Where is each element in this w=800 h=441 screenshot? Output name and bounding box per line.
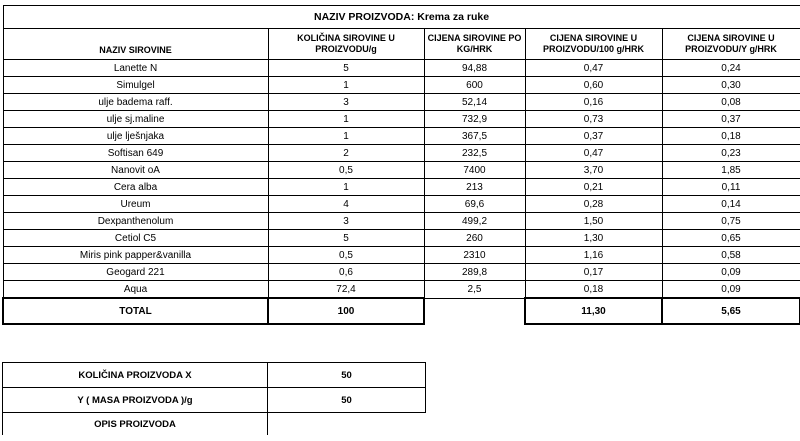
total-label: TOTAL xyxy=(3,298,268,324)
cell-price-100g: 1,30 xyxy=(525,230,662,247)
cell-price-yg: 0,11 xyxy=(662,179,800,196)
cell-price-kg: 52,14 xyxy=(424,94,525,111)
table-row xyxy=(3,111,800,128)
cell-price-yg: 0,08 xyxy=(662,94,800,111)
cell-price-100g: 0,60 xyxy=(525,77,662,94)
table-row xyxy=(3,264,800,281)
summary-row xyxy=(3,413,426,436)
table-row xyxy=(3,213,800,230)
cell-price-yg: 0,14 xyxy=(662,196,800,213)
cell-name: Aqua xyxy=(3,281,268,299)
cell-qty: 72,4 xyxy=(268,281,424,299)
table-row xyxy=(3,94,800,111)
table-row xyxy=(3,145,800,162)
cell-name: ulje lješnjaka xyxy=(3,128,268,145)
total-price-100g: 11,30 xyxy=(525,298,662,324)
table-row xyxy=(3,196,800,213)
header-name: NAZIV SIROVINE xyxy=(3,29,268,60)
cell-name: Ureum xyxy=(3,196,268,213)
cell-qty: 1 xyxy=(268,179,424,196)
summary-label: OPIS PROIZVODA xyxy=(3,413,268,436)
cell-name: Geogard 221 xyxy=(3,264,268,281)
cell-qty: 3 xyxy=(268,213,424,230)
table-row xyxy=(3,162,800,179)
cell-qty: 0,5 xyxy=(268,247,424,264)
cell-price-kg: 2310 xyxy=(424,247,525,264)
table-row xyxy=(3,77,800,94)
cell-price-kg: 232,5 xyxy=(424,145,525,162)
summary-row xyxy=(3,388,426,413)
table-row xyxy=(3,60,800,77)
cell-qty: 5 xyxy=(268,60,424,77)
cell-price-100g: 1,16 xyxy=(525,247,662,264)
table-row xyxy=(3,281,800,299)
cell-qty: 1 xyxy=(268,111,424,128)
cell-price-yg: 0,18 xyxy=(662,128,800,145)
cell-qty: 2 xyxy=(268,145,424,162)
cell-price-yg: 0,58 xyxy=(662,247,800,264)
cell-price-kg: 260 xyxy=(424,230,525,247)
cell-price-100g: 3,70 xyxy=(525,162,662,179)
cell-price-yg: 1,85 xyxy=(662,162,800,179)
summary-label: KOLIČINA PROIZVODA X xyxy=(3,363,268,388)
cell-price-yg: 0,75 xyxy=(662,213,800,230)
cell-name: Nanovit oA xyxy=(3,162,268,179)
cell-price-100g: 0,16 xyxy=(525,94,662,111)
cell-price-kg: 2,5 xyxy=(424,281,525,299)
table-row xyxy=(3,247,800,264)
cell-price-100g: 0,47 xyxy=(525,145,662,162)
cell-qty: 0,6 xyxy=(268,264,424,281)
cell-price-kg: 94,88 xyxy=(424,60,525,77)
header-row xyxy=(3,29,800,60)
table-row xyxy=(3,179,800,196)
cell-price-100g: 0,37 xyxy=(525,128,662,145)
header-price-kg: CIJENA SIROVINE PO KG/HRK xyxy=(424,29,525,60)
cell-price-yg: 0,65 xyxy=(662,230,800,247)
cell-name: ulje badema raff. xyxy=(3,94,268,111)
header-price-yg: CIJENA SIROVINE U PROIZVODU/Y g/HRK xyxy=(662,29,800,60)
cell-name: Miris pink papper&vanilla xyxy=(3,247,268,264)
cell-price-kg: 600 xyxy=(424,77,525,94)
cell-qty: 5 xyxy=(268,230,424,247)
total-qty: 100 xyxy=(268,298,424,324)
cell-name: ulje sj.maline xyxy=(3,111,268,128)
cell-price-yg: 0,09 xyxy=(662,281,800,299)
cell-qty: 4 xyxy=(268,196,424,213)
cell-price-kg: 732,9 xyxy=(424,111,525,128)
summary-value: 50 xyxy=(268,388,426,413)
cell-name: Lanette N xyxy=(3,60,268,77)
cell-qty: 3 xyxy=(268,94,424,111)
cell-price-yg: 0,23 xyxy=(662,145,800,162)
cell-price-yg: 0,37 xyxy=(662,111,800,128)
cell-price-kg: 289,8 xyxy=(424,264,525,281)
summary-value: 50 xyxy=(268,363,426,388)
ingredients-table xyxy=(2,5,800,325)
cell-price-100g: 0,47 xyxy=(525,60,662,77)
product-title: NAZIV PROIZVODA: Krema za ruke xyxy=(3,6,800,29)
cell-price-yg: 0,09 xyxy=(662,264,800,281)
cell-price-kg: 367,5 xyxy=(424,128,525,145)
header-price-100g: CIJENA SIROVINE U PROIZVODU/100 g/HRK xyxy=(525,29,662,60)
cell-price-kg: 69,6 xyxy=(424,196,525,213)
cell-name: Softisan 649 xyxy=(3,145,268,162)
cell-price-yg: 0,24 xyxy=(662,60,800,77)
cell-price-yg: 0,30 xyxy=(662,77,800,94)
cell-qty: 1 xyxy=(268,77,424,94)
cell-price-100g: 0,28 xyxy=(525,196,662,213)
cell-price-kg: 7400 xyxy=(424,162,525,179)
summary-table xyxy=(2,362,426,435)
total-price-yg: 5,65 xyxy=(662,298,800,324)
total-blank xyxy=(424,298,525,324)
cell-qty: 1 xyxy=(268,128,424,145)
cell-name: Dexpanthenolum xyxy=(3,213,268,230)
cell-name: Simulgel xyxy=(3,77,268,94)
cell-qty: 0,5 xyxy=(268,162,424,179)
cell-price-kg: 499,2 xyxy=(424,213,525,230)
summary-label: Y ( MASA PROIZVODA )/g xyxy=(3,388,268,413)
table-row xyxy=(3,128,800,145)
cell-price-100g: 0,17 xyxy=(525,264,662,281)
summary-row xyxy=(3,363,426,388)
table-row xyxy=(3,230,800,247)
summary-value xyxy=(268,413,426,436)
cell-price-100g: 0,21 xyxy=(525,179,662,196)
cell-price-kg: 213 xyxy=(424,179,525,196)
cell-price-100g: 0,18 xyxy=(525,281,662,299)
cell-price-100g: 0,73 xyxy=(525,111,662,128)
cell-price-100g: 1,50 xyxy=(525,213,662,230)
cell-name: Cetiol C5 xyxy=(3,230,268,247)
header-qty: KOLIČINA SIROVINE U PROIZVODU/g xyxy=(268,29,424,60)
cell-name: Cera alba xyxy=(3,179,268,196)
total-row xyxy=(3,298,800,324)
